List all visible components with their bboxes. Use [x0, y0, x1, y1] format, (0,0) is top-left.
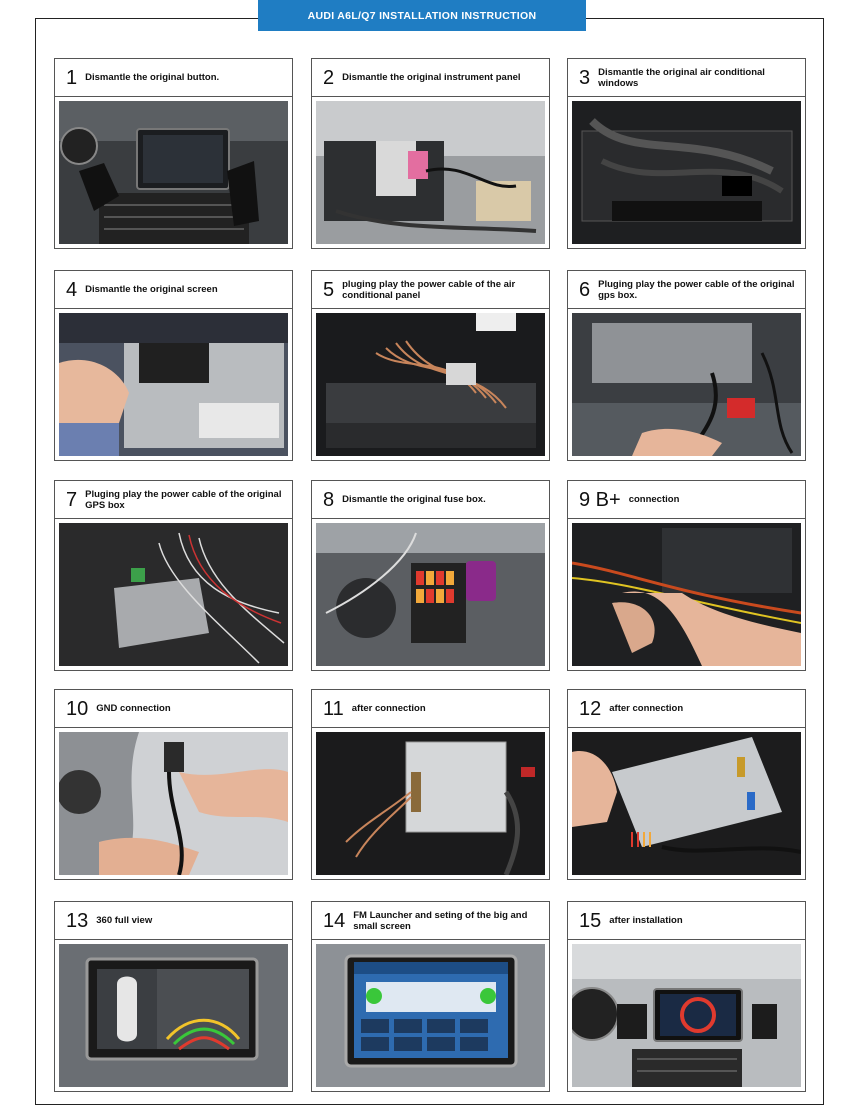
step-header	[55, 59, 292, 97]
step-photo	[316, 732, 545, 875]
step-card	[567, 480, 806, 671]
step-header	[55, 690, 292, 728]
step-photo	[572, 101, 801, 244]
step-number: 1	[66, 66, 78, 89]
step-header	[568, 690, 805, 728]
step-header	[55, 271, 292, 309]
step-label: FM Launcher and seting of the big and small screen	[353, 909, 528, 932]
step-card	[54, 689, 293, 880]
step-card	[311, 480, 550, 671]
step-card	[54, 270, 293, 461]
step-photo	[572, 944, 801, 1087]
step-label: after connection	[609, 703, 684, 714]
step-number: 15	[579, 909, 602, 932]
step-header	[568, 481, 805, 519]
step-photo	[59, 101, 288, 244]
step-photo	[316, 944, 545, 1087]
step-card	[311, 689, 550, 880]
step-number: 4	[66, 278, 78, 301]
step-label: Dismantle the original instrument panel	[342, 72, 521, 83]
step-number: 10	[66, 697, 89, 720]
step-header	[312, 271, 549, 309]
step-photo	[59, 944, 288, 1087]
step-label: pluging play the power cable of the air conditional panel	[342, 278, 516, 301]
step-header	[312, 59, 549, 97]
step-card	[311, 270, 550, 461]
step-card	[54, 901, 293, 1092]
step-photo	[59, 523, 288, 666]
step-card	[567, 901, 806, 1092]
step-number: 7	[66, 488, 78, 511]
step-number: 9 B+	[579, 488, 621, 511]
step-header	[312, 902, 549, 940]
step-header	[568, 271, 805, 309]
step-label: Dismantle the original button.	[85, 72, 220, 83]
step-photo	[572, 313, 801, 456]
step-number: 2	[323, 66, 335, 89]
step-header	[568, 902, 805, 940]
step-number: 14	[323, 909, 346, 932]
step-header	[312, 481, 549, 519]
step-label: connection	[628, 494, 680, 505]
step-label: after connection	[351, 703, 426, 714]
step-card	[567, 58, 806, 249]
step-photo	[316, 523, 545, 666]
step-photo	[316, 313, 545, 456]
step-photo	[59, 732, 288, 875]
step-label: 360 full view	[96, 915, 153, 926]
step-card	[311, 901, 550, 1092]
step-card	[54, 58, 293, 249]
step-label: Dismantle the original screen	[85, 284, 218, 295]
step-number: 12	[579, 697, 602, 720]
step-label: Pluging play the power cable of the original GPS box	[85, 488, 282, 511]
step-photo	[59, 313, 288, 456]
step-number: 13	[66, 909, 89, 932]
step-card	[311, 58, 550, 249]
step-label: after installation	[609, 915, 683, 926]
step-label: Dismantle the original air conditional windows	[598, 66, 765, 89]
page-title: AUDI A6L/Q7 INSTALLATION INSTRUCTION	[258, 0, 586, 31]
step-photo	[572, 732, 801, 875]
step-number: 6	[579, 278, 591, 301]
step-header	[55, 902, 292, 940]
step-card	[54, 480, 293, 671]
step-number: 5	[323, 278, 335, 301]
step-number: 3	[579, 66, 591, 89]
step-card	[567, 270, 806, 461]
step-photo	[572, 523, 801, 666]
step-number: 8	[323, 488, 335, 511]
step-header	[568, 59, 805, 97]
step-number: 11	[323, 697, 344, 720]
step-header	[312, 690, 549, 728]
step-header	[55, 481, 292, 519]
step-card	[567, 689, 806, 880]
step-photo	[316, 101, 545, 244]
step-label: Dismantle the original fuse box.	[342, 494, 486, 505]
step-label: Pluging play the power cable of the original gps box.	[598, 278, 795, 301]
step-label: GND connection	[96, 703, 171, 714]
